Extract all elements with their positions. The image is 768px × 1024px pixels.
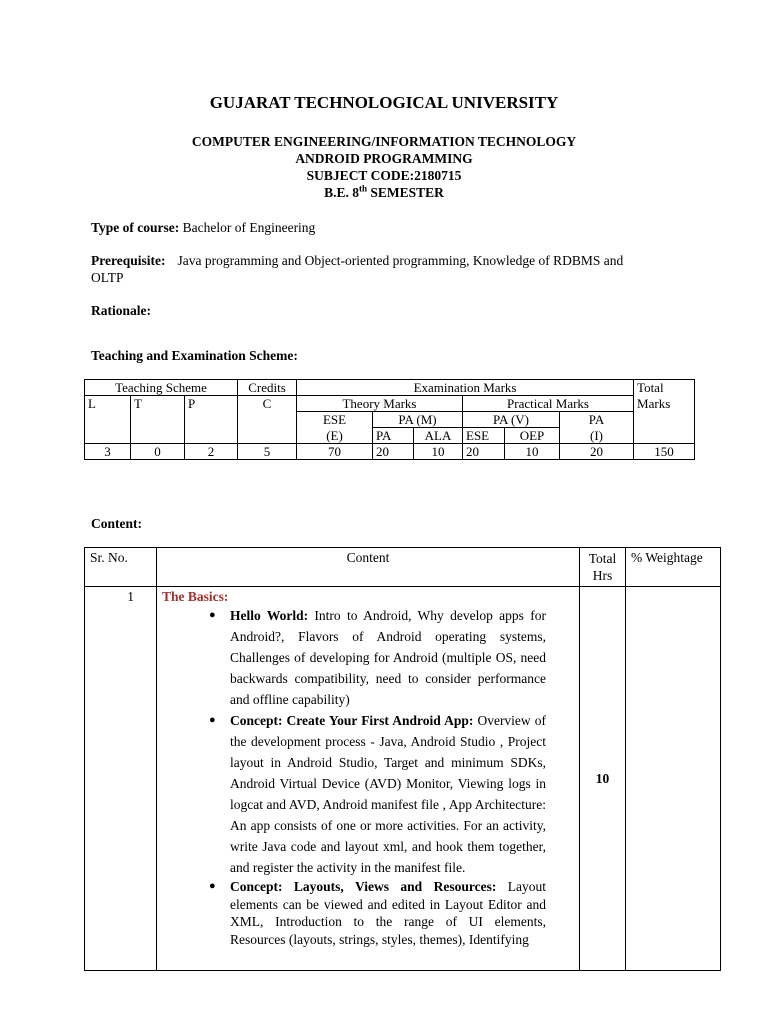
p-header: P [185,396,238,412]
list-item: ● Concept: Create Your First Android App: Overview of the development process - Java, Android Studio , Project layout in Android Studio, Target and minimum SDKs, Android Virtual Device (AVD) Monitor, Viewing logs in logcat and AVD, Android manifest file , App Architecture: An app consists of one or more activities. For an activity, write Java code and layout xml, and hook them together, and register the activity in the manifest file. [230,710,546,878]
content-header: Content [157,548,580,587]
content-heading: Content: [91,516,142,531]
t-value: 0 [131,444,185,460]
pa-v-header: PA (V) [463,412,560,428]
pa-i-header: (I) [560,428,634,444]
content-table [84,547,721,971]
credits-header: Credits [238,380,297,396]
pa-value: 20 [373,444,414,460]
pa-sub-header: PA [373,428,414,444]
department-line: COMPUTER ENGINEERING/INFORMATION TECHNOLOGY [191,134,577,149]
theory-marks-header: Theory Marks [297,396,463,412]
pa-m-header: PA (M) [373,412,463,428]
c-header: C [238,396,297,412]
prerequisite: Prerequisite: Java programming and Object-oriented programming, Knowledge of RDBMS and OLTP [91,253,624,285]
srno-header: Sr. No. [85,548,157,587]
ala-header: ALA [414,428,463,444]
oep-value: 10 [505,444,560,460]
ala-value: 10 [414,444,463,460]
row-1-number: 1 [85,587,157,971]
row-1-weightage [626,587,721,971]
t-header: T [131,396,185,412]
subject-name: ANDROID PROGRAMMING [295,151,473,166]
oep-header: OEP [505,428,560,444]
pa-header: PA [560,412,634,428]
l-value: 3 [85,444,131,460]
course-type: Type of course: Bachelor of Engineering [91,220,316,235]
e-header: (E) [297,428,373,444]
rationale-label: Rationale: [91,303,151,318]
c-value: 5 [238,444,297,460]
ese-header: ESE [297,412,373,428]
row-1-content [157,587,580,971]
ese-value: 70 [297,444,373,460]
ese-practical-header: ESE [463,428,505,444]
university-title: GUJARAT TECHNOLOGICAL UNIVERSITY [209,93,559,112]
practical-marks-header: Practical Marks [463,396,634,412]
ese-practical-value: 20 [463,444,505,460]
l-header: L [85,396,131,412]
teaching-scheme-header: Teaching Scheme [85,380,238,396]
pa-i-value: 20 [560,444,634,460]
hrs-header: Total Hrs [580,548,626,587]
list-item: ● Concept: Layouts, Views and Resources: Layout elements can be viewed and edited in Layout Editor and XML, Introduction to the range of UI elements, Resources (layouts, strings, styles, themes), Identifying [230,878,546,948]
scheme-heading: Teaching and Examination Scheme: [91,348,298,363]
marks-header: Marks [634,396,695,412]
row-1-hours: 10 [580,587,626,971]
semester-line: B.E. 8th SEMESTER [324,183,444,200]
p-value: 2 [185,444,238,460]
section-title: The Basics: [162,589,229,604]
weightage-header: % Weightage [626,548,721,587]
total-value: 150 [634,444,695,460]
teaching-scheme-table [84,379,695,460]
list-item: ● Hello World: Intro to Android, Why develop apps for Android?, Flavors of Android operating systems, Challenges of developing for Android (multiple OS, need backwards compatibility, need to consider performance and offline capability) [230,605,546,710]
exam-marks-header: Examination Marks [297,380,634,396]
total-header: Total [634,380,695,396]
subject-code: SUBJECT CODE:2180715 [306,168,462,183]
